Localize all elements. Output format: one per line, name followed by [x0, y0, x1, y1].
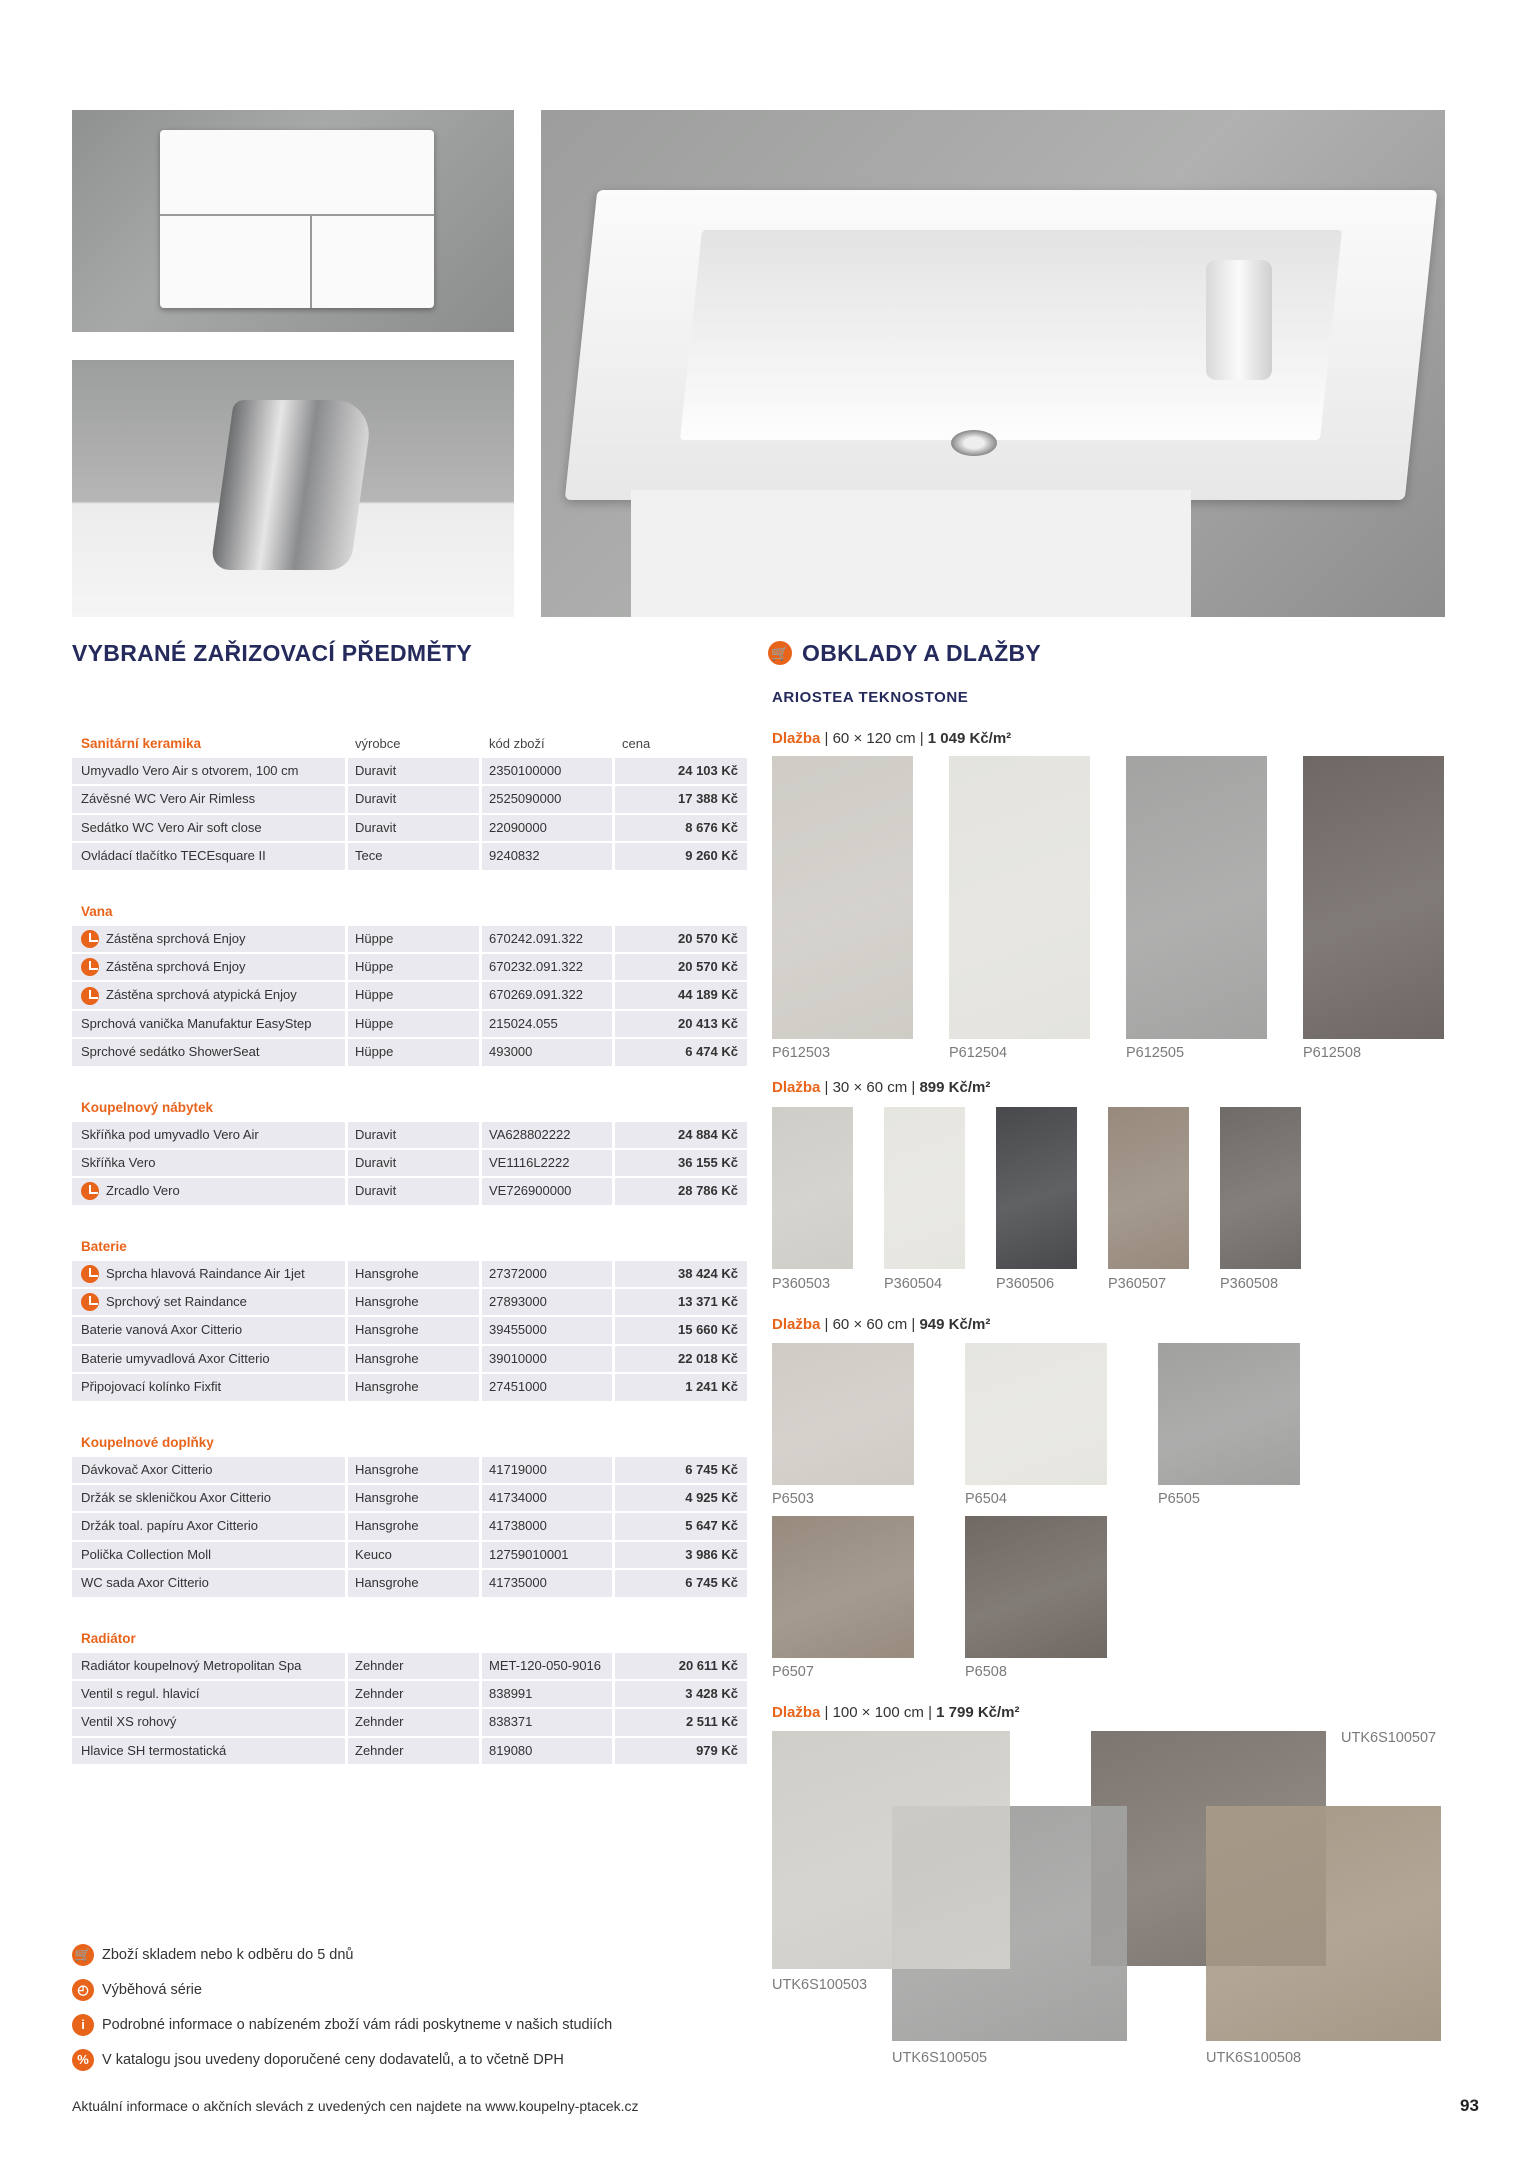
- legend-text: V katalogu jsou uvedeny doporučené ceny dodavatelů, a to včetně DPH: [102, 2052, 564, 2068]
- product-code: 670269.091.322: [482, 982, 612, 1008]
- product-maker: Hüppe: [348, 926, 479, 952]
- product-maker: Hansgrohe: [348, 1289, 479, 1315]
- product-name-text: Zástěna sprchová atypická Enjoy: [106, 987, 297, 1003]
- product-name: [72, 843, 345, 869]
- product-name: [72, 1289, 345, 1315]
- table-row: [72, 1374, 747, 1402]
- table-row: [72, 815, 747, 843]
- tile-size: 60 × 60 cm: [832, 1316, 908, 1333]
- clock-icon: [81, 1265, 99, 1283]
- product-code: 41735000: [482, 1570, 612, 1596]
- product-name-text: Baterie vanová Axor Citterio: [81, 1322, 243, 1338]
- table-row: [72, 786, 747, 814]
- product-name-text: Radiátor koupelnový Metropolitan Spa: [81, 1657, 302, 1673]
- product-maker: Duravit: [348, 786, 479, 812]
- product-code: 27451000: [482, 1374, 612, 1400]
- clock-icon: [81, 1293, 99, 1311]
- product-code: 39455000: [482, 1317, 612, 1343]
- product-code: VE726900000: [482, 1178, 612, 1204]
- product-price: 9 260 Kč: [615, 843, 747, 869]
- product-name: [72, 1039, 345, 1065]
- product-price: 36 155 Kč: [615, 1150, 747, 1176]
- product-maker: Hansgrohe: [348, 1457, 479, 1483]
- cart-icon: 🛒: [72, 1944, 94, 1966]
- product-price: 15 660 Kč: [615, 1317, 747, 1343]
- footer-note: Aktuální informace o akčních slevách z uvedených cen najdete na www.koupelny-ptacek.cz: [72, 2098, 639, 2114]
- product-name-text: Polička Collection Moll: [81, 1546, 212, 1562]
- product-maker: Zehnder: [348, 1709, 479, 1735]
- product-maker: Duravit: [348, 1122, 479, 1148]
- legend-text: Podrobné informace o nabízeném zboží vám rádi poskytneme v našich studiích: [102, 2017, 613, 2033]
- product-price: 4 925 Kč: [615, 1485, 747, 1511]
- faucet: [210, 400, 374, 570]
- tile-code: P612505: [1126, 1045, 1185, 1061]
- product-name: [72, 1738, 345, 1764]
- product-name: [72, 926, 345, 952]
- tile-code: P6505: [1158, 1491, 1200, 1507]
- product-price: 5 647 Kč: [615, 1513, 747, 1539]
- soap-dispenser: [1206, 260, 1272, 380]
- product-price: 28 786 Kč: [615, 1178, 747, 1204]
- product-code: 493000: [482, 1039, 612, 1065]
- product-name: [72, 1570, 345, 1596]
- product-name-text: Ventil s regul. hlavicí: [81, 1685, 200, 1701]
- product-name: [72, 1485, 345, 1511]
- column-header-code: kód zboží: [489, 736, 545, 751]
- product-name-text: Ventil XS rohový: [81, 1714, 177, 1730]
- product-price: 44 189 Kč: [615, 982, 747, 1008]
- product-name: [72, 1317, 345, 1343]
- product-name-text: Hlavice SH termostatická: [81, 1742, 227, 1758]
- product-price: 6 745 Kč: [615, 1570, 747, 1596]
- product-maker: Hansgrohe: [348, 1261, 479, 1287]
- percent-icon: %: [72, 2049, 94, 2071]
- product-price: 6 474 Kč: [615, 1039, 747, 1065]
- product-maker: Hüppe: [348, 982, 479, 1008]
- product-name-text: Držák se skleničkou Axor Citterio: [81, 1490, 272, 1506]
- tile-price: 899 Kč/m²: [919, 1079, 991, 1096]
- tile-swatch: [884, 1107, 965, 1269]
- product-code: 2350100000: [482, 758, 612, 784]
- tile-swatch: [1303, 756, 1444, 1039]
- product-maker: Hansgrohe: [348, 1346, 479, 1372]
- product-maker: Hansgrohe: [348, 1513, 479, 1539]
- tile-code: P360507: [1108, 1276, 1167, 1292]
- tile-price: 949 Kč/m²: [919, 1316, 991, 1333]
- section-title: Baterie: [81, 1238, 127, 1254]
- product-code: 838371: [482, 1709, 612, 1735]
- product-name: [72, 1011, 345, 1037]
- product-name: [72, 1681, 345, 1707]
- table-row: [72, 954, 747, 982]
- product-name: [72, 1346, 345, 1372]
- legend-item: [72, 2049, 564, 2071]
- tile-swatch: [996, 1107, 1077, 1269]
- tile-code: P360508: [1220, 1276, 1279, 1292]
- faucet-photo: [72, 360, 514, 617]
- table-row: [72, 1653, 747, 1681]
- section-title: Vana: [81, 903, 113, 919]
- product-code: 41738000: [482, 1513, 612, 1539]
- tile-code: P6508: [965, 1664, 1007, 1680]
- product-name-text: Skříňka Vero: [81, 1154, 156, 1170]
- table-row: [72, 1289, 747, 1317]
- product-name-text: Sprcha hlavová Raindance Air 1jet: [106, 1265, 305, 1281]
- right-subheading: ARIOSTEA TEKNOSTONE: [772, 689, 969, 706]
- product-maker: Zehnder: [348, 1738, 479, 1764]
- product-name-text: Dávkovač Axor Citterio: [81, 1461, 213, 1477]
- product-price: 20 611 Kč: [615, 1653, 747, 1679]
- product-name-text: Sprchové sedátko ShowerSeat: [81, 1044, 260, 1060]
- product-price: 20 570 Kč: [615, 926, 747, 952]
- tile-price: 1 049 Kč/m²: [927, 730, 1012, 747]
- product-code: 819080: [482, 1738, 612, 1764]
- tile-size: 60 × 120 cm: [832, 730, 916, 747]
- product-name-text: Sprchová vanička Manufaktur EasyStep: [81, 1015, 312, 1031]
- tile-code: UTK6S100505: [892, 2050, 988, 2066]
- table-row: [72, 926, 747, 954]
- table-row: [72, 1039, 747, 1067]
- product-name-text: Sprchový set Raindance: [106, 1294, 247, 1310]
- product-price: 2 511 Kč: [615, 1709, 747, 1735]
- product-name: [72, 1513, 345, 1539]
- table-row: [72, 1542, 747, 1570]
- product-code: 27893000: [482, 1289, 612, 1315]
- tile-code: P612503: [772, 1045, 831, 1061]
- legend-text: Výběhová série: [102, 1982, 202, 1998]
- product-maker: Duravit: [348, 758, 479, 784]
- product-code: 2525090000: [482, 786, 612, 812]
- product-code: 27372000: [482, 1261, 612, 1287]
- tile-swatch: [772, 1731, 1010, 1969]
- product-code: 12759010001: [482, 1542, 612, 1568]
- legend-item: [72, 2014, 612, 2036]
- product-code: VA628802222: [482, 1122, 612, 1148]
- tile-code: UTK6S100503: [772, 1977, 868, 1993]
- tile-kind: Dlažba: [772, 1079, 821, 1096]
- table-row: [72, 1317, 747, 1345]
- tile-swatch: [772, 1516, 914, 1658]
- clock-icon: [81, 1182, 99, 1200]
- table-row: [72, 1738, 747, 1766]
- product-price: 17 388 Kč: [615, 786, 747, 812]
- section-title: Sanitární keramika výrobce kód zboží cena: [72, 730, 747, 758]
- tile-code: P360506: [996, 1276, 1055, 1292]
- page-number: 93: [1460, 2096, 1479, 2115]
- product-maker: Hansgrohe: [348, 1485, 479, 1511]
- tile-swatch: [1158, 1343, 1300, 1485]
- product-maker: Duravit: [348, 1178, 479, 1204]
- product-name-text: Ovládací tlačítko TECEsquare II: [81, 848, 266, 864]
- product-price: 24 884 Kč: [615, 1122, 747, 1148]
- product-code: MET-120-050-9016: [482, 1653, 612, 1679]
- product-maker: Duravit: [348, 1150, 479, 1176]
- tile-kind: Dlažba: [772, 1316, 821, 1333]
- tile-swatch: [965, 1516, 1107, 1658]
- product-price: 20 570 Kč: [615, 954, 747, 980]
- tile-group-label: Dlažba | 30 × 60 cm | 899 Kč/m²: [772, 1079, 991, 1096]
- table-row: [72, 1150, 747, 1178]
- column-header-maker: výrobce: [355, 736, 401, 751]
- product-maker: Keuco: [348, 1542, 479, 1568]
- table-row: [72, 1513, 747, 1541]
- tile-code: UTK6S100508: [1206, 2050, 1302, 2066]
- product-maker: Hansgrohe: [348, 1317, 479, 1343]
- product-name-text: Držák toal. papíru Axor Citterio: [81, 1518, 259, 1534]
- product-name: [72, 1150, 345, 1176]
- product-price: 3 428 Kč: [615, 1681, 747, 1707]
- product-price: 3 986 Kč: [615, 1542, 747, 1568]
- tile-kind: Dlažba: [772, 1704, 821, 1721]
- tile-size: 30 × 60 cm: [832, 1079, 908, 1096]
- product-name: [72, 1542, 345, 1568]
- product-maker: Tece: [348, 843, 479, 869]
- left-heading: VYBRANÉ ZAŘIZOVACÍ PŘEDMĚTY: [72, 640, 472, 666]
- tile-code: P360504: [884, 1276, 943, 1292]
- product-name-text: Baterie umyvadlová Axor Citterio: [81, 1350, 270, 1366]
- product-name: [72, 1457, 345, 1483]
- product-name: [72, 1709, 345, 1735]
- product-price: 1 241 Kč: [615, 1374, 747, 1400]
- product-code: 9240832: [482, 843, 612, 869]
- flush-plate-photo: [72, 110, 514, 332]
- product-name-text: Skříňka pod umyvadlo Vero Air: [81, 1126, 259, 1142]
- product-name-text: Připojovací kolínko Fixfit: [81, 1379, 222, 1395]
- clock-icon: [81, 958, 99, 976]
- tile-swatch: [772, 756, 913, 1039]
- table-row: [72, 758, 747, 786]
- product-name: [72, 1261, 345, 1287]
- table-row: [72, 1122, 747, 1150]
- section-title: Koupelnové doplňky: [81, 1434, 214, 1450]
- tile-swatch: [949, 756, 1090, 1039]
- product-code: 39010000: [482, 1346, 612, 1372]
- product-name: [72, 786, 345, 812]
- cart-icon: 🛒: [768, 641, 792, 665]
- product-maker: Hansgrohe: [348, 1374, 479, 1400]
- product-price: 38 424 Kč: [615, 1261, 747, 1287]
- product-price: 22 018 Kč: [615, 1346, 747, 1372]
- product-code: 41719000: [482, 1457, 612, 1483]
- product-maker: Zehnder: [348, 1653, 479, 1679]
- product-name: [72, 1122, 345, 1148]
- tile-code: P612508: [1303, 1045, 1362, 1061]
- tile-group-label: Dlažba | 100 × 100 cm | 1 799 Kč/m²: [772, 1704, 1020, 1721]
- tile-kind: Dlažba: [772, 730, 821, 747]
- product-maker: Hüppe: [348, 954, 479, 980]
- table-row: [72, 1261, 747, 1289]
- product-code: 838991: [482, 1681, 612, 1707]
- product-code: 670242.091.322: [482, 926, 612, 952]
- tile-code: P360503: [772, 1276, 831, 1292]
- product-name: [72, 1374, 345, 1400]
- tile-code: P612504: [949, 1045, 1008, 1061]
- tile-group-label: Dlažba | 60 × 60 cm | 949 Kč/m²: [772, 1316, 991, 1333]
- section-title: Koupelnový nábytek: [81, 1099, 214, 1115]
- product-name-text: Zástěna sprchová Enjoy: [106, 930, 246, 946]
- table-row: [72, 1485, 747, 1513]
- tile-swatch: [1220, 1107, 1301, 1269]
- product-code: VE1116L2222: [482, 1150, 612, 1176]
- clock-icon: ◴: [72, 1979, 94, 2001]
- washbasin-photo: [541, 110, 1445, 617]
- product-name: [72, 1653, 345, 1679]
- right-heading: OBKLADY A DLAŽBY: [802, 640, 1042, 666]
- legend-item: [72, 1944, 354, 1966]
- tile-swatch: [772, 1343, 914, 1485]
- info-icon: i: [72, 2014, 94, 2036]
- table-row: [72, 1457, 747, 1485]
- tile-swatch: [965, 1343, 1107, 1485]
- legend-text: Zboží skladem nebo k odběru do 5 dnů: [102, 1947, 354, 1963]
- product-code: 670232.091.322: [482, 954, 612, 980]
- clock-icon: [81, 987, 99, 1005]
- product-price: 6 745 Kč: [615, 1457, 747, 1483]
- product-name-text: Sedátko WC Vero Air soft close: [81, 819, 262, 835]
- tile-code: UTK6S100507: [1341, 1730, 1437, 1746]
- section-title: Radiátor: [81, 1630, 136, 1646]
- table-row: [72, 1570, 747, 1598]
- product-price: 13 371 Kč: [615, 1289, 747, 1315]
- product-maker: Zehnder: [348, 1681, 479, 1707]
- product-name-text: Umyvadlo Vero Air s otvorem, 100 cm: [81, 763, 299, 778]
- product-price: 20 413 Kč: [615, 1011, 747, 1037]
- tile-size: 100 × 100 cm: [832, 1704, 924, 1721]
- column-header-price: cena: [622, 736, 651, 751]
- tile-group-label: Dlažba | 60 × 120 cm | 1 049 Kč/m²: [772, 730, 1012, 747]
- product-code: 41734000: [482, 1485, 612, 1511]
- table-row: [72, 843, 747, 871]
- product-maker: Hüppe: [348, 1039, 479, 1065]
- product-table: [72, 730, 747, 1766]
- product-name: [72, 954, 345, 980]
- product-name: [72, 758, 345, 784]
- product-price: 979 Kč: [615, 1738, 747, 1764]
- table-row: [72, 1011, 747, 1039]
- product-name-text: WC sada Axor Citterio: [81, 1575, 209, 1591]
- tile-swatch: [1206, 1806, 1441, 2041]
- legend-item: [72, 1979, 202, 2001]
- product-maker: Duravit: [348, 815, 479, 841]
- clock-icon: [81, 930, 99, 948]
- product-name-text: Závěsné WC Vero Air Rimless: [81, 791, 256, 807]
- product-name-text: Zrcadlo Vero: [106, 1183, 180, 1199]
- product-maker: Hansgrohe: [348, 1570, 479, 1596]
- tile-price: 1 799 Kč/m²: [936, 1704, 1020, 1721]
- tile-code: P6507: [772, 1664, 814, 1680]
- table-row: [72, 1681, 747, 1709]
- table-row: [72, 1178, 747, 1206]
- product-price: 8 676 Kč: [615, 815, 747, 841]
- product-name-text: Zástěna sprchová Enjoy: [106, 958, 246, 974]
- product-maker: Hüppe: [348, 1011, 479, 1037]
- table-row: [72, 982, 747, 1010]
- product-name: [72, 1178, 345, 1204]
- tile-swatch: [1108, 1107, 1189, 1269]
- product-code: 22090000: [482, 815, 612, 841]
- tile-swatch: [1126, 756, 1267, 1039]
- table-row: [72, 1346, 747, 1374]
- product-code: 215024.055: [482, 1011, 612, 1037]
- product-name: [72, 815, 345, 841]
- product-name: [72, 982, 345, 1008]
- product-price: 24 103 Kč: [615, 758, 747, 784]
- flush-plate: [160, 130, 434, 308]
- tile-code: P6503: [772, 1491, 814, 1507]
- tile-swatch: [772, 1107, 853, 1269]
- tile-code: P6504: [965, 1491, 1007, 1507]
- table-row: [72, 1709, 747, 1737]
